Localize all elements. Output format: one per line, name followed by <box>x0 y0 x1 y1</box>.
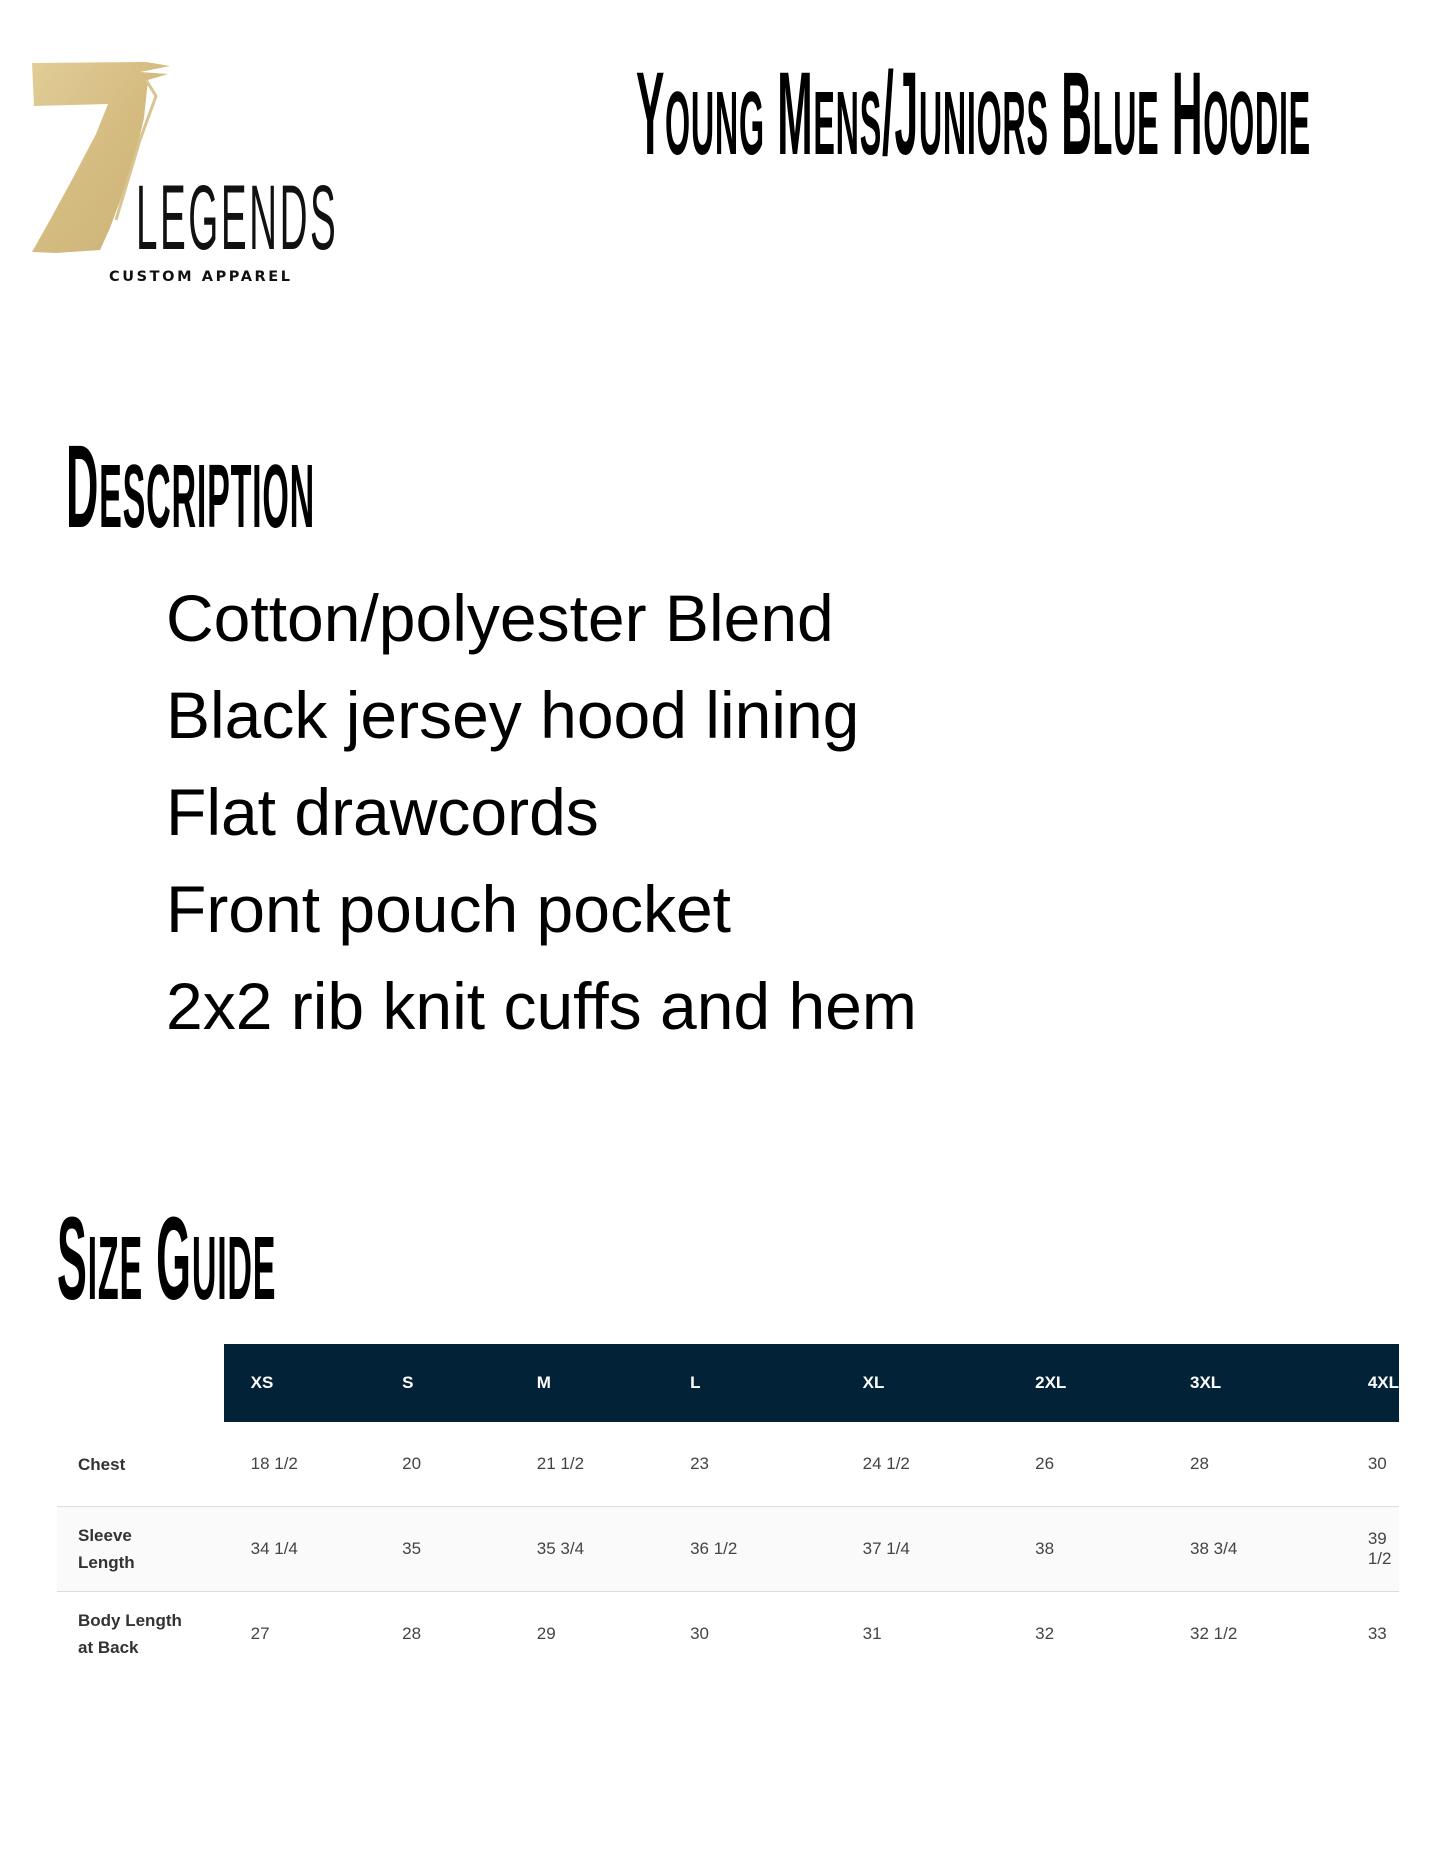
size-column-header: S <box>375 1344 510 1422</box>
table-cell: 38 3/4 <box>1163 1507 1341 1592</box>
size-guide-table <box>57 1344 1399 1676</box>
table-cell: 35 3/4 <box>510 1507 663 1592</box>
description-item: 2x2 rib knit cuffs and hem <box>166 969 917 1043</box>
description-item: Cotton/polyester Blend <box>166 581 834 655</box>
table-cell: 38 <box>1008 1507 1163 1592</box>
size-column-header: XL <box>836 1344 1009 1422</box>
table-cell: 31 <box>836 1592 1009 1677</box>
description-item: Flat drawcords <box>166 775 599 849</box>
size-column-header: M <box>510 1344 663 1422</box>
table-row-body-length <box>57 1592 1399 1677</box>
row-label: Chest <box>78 1454 126 1474</box>
table-cell: 33 <box>1341 1592 1399 1677</box>
brand-name: LEGENDS <box>136 167 339 269</box>
description-list <box>166 570 917 1055</box>
table-cell: 34 1/4 <box>224 1507 376 1592</box>
page-title <box>636 48 1311 183</box>
row-label: Body Length at Back <box>57 1592 224 1677</box>
table-cell: 28 <box>1190 1454 1209 1473</box>
header-blank-cell <box>57 1344 224 1422</box>
table-cell: 20 <box>402 1454 422 1473</box>
page-title-text: YOUNG MENS/JUNIORS BLUE HOODIE <box>636 48 1311 180</box>
brand-logo <box>28 60 339 285</box>
size-header-row <box>57 1344 1399 1422</box>
table-cell: 32 1/2 <box>1163 1592 1341 1677</box>
table-cell: 35 <box>375 1507 510 1592</box>
table-cell: 28 <box>375 1592 510 1677</box>
table-cell: 39 1/2 <box>1341 1507 1399 1592</box>
table-row-chest <box>57 1422 1399 1507</box>
brand-tagline: CUSTOM APPAREL <box>109 269 293 285</box>
table-cell: 24 1/2 <box>862 1454 910 1473</box>
description-heading: DESCRIPTION <box>66 421 316 553</box>
table-cell: 37 1/4 <box>836 1507 1009 1592</box>
table-cell: 21 1/2 <box>536 1454 585 1473</box>
size-column-header: 4XL <box>1341 1344 1399 1422</box>
table-cell: 18 1/2 <box>250 1454 298 1473</box>
table-cell: 27 <box>224 1592 376 1677</box>
table-cell: 36 1/2 <box>663 1507 836 1592</box>
description-item: Front pouch pocket <box>166 872 731 946</box>
row-label: Sleeve Length <box>57 1507 224 1592</box>
table-cell: 30 <box>663 1592 836 1677</box>
size-column-header: 3XL <box>1163 1344 1341 1422</box>
size-column-header: L <box>663 1344 836 1422</box>
table-cell: 23 <box>690 1454 710 1473</box>
table-cell: 32 <box>1008 1592 1163 1677</box>
size-guide-heading: SIZE GUIDE <box>57 1193 277 1325</box>
description-item: Black jersey hood lining <box>166 678 860 752</box>
size-column-header: 2XL <box>1008 1344 1163 1422</box>
table-row-sleeve-length <box>57 1507 1399 1592</box>
size-column-header: XS <box>224 1344 376 1422</box>
table-cell: 29 <box>510 1592 663 1677</box>
table-cell: 30 <box>1367 1454 1387 1473</box>
table-cell: 26 <box>1035 1454 1055 1473</box>
